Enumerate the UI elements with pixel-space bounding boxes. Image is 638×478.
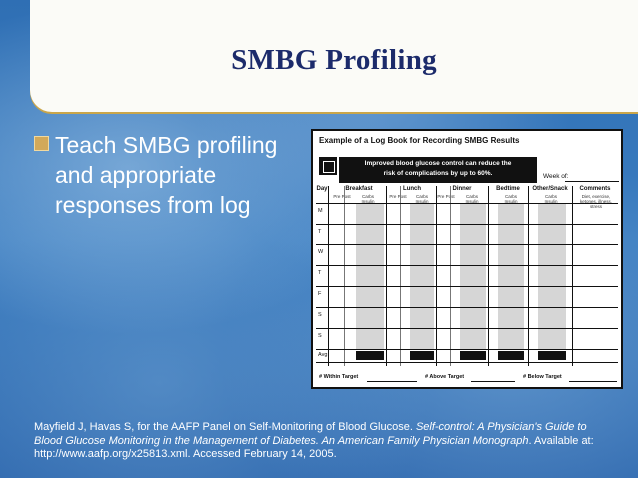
meal-header-bedtime: Bedtime xyxy=(496,186,520,192)
logbook-banner-line1: Improved blood glucose control can reduce the xyxy=(364,160,512,167)
meal-header-breakfast: Breakfast xyxy=(345,186,373,192)
grid-subdivider xyxy=(450,186,451,366)
grid-divider xyxy=(488,186,489,366)
title-banner xyxy=(30,0,638,112)
day-label: S xyxy=(318,312,322,318)
meal-header-lunch: Lunch xyxy=(403,186,421,192)
citation-source: . Available at: http://www.aafp.org/x25813.xml. Accessed February 14, 2005. xyxy=(34,434,594,460)
logbook-image xyxy=(311,129,623,389)
grid-row-line xyxy=(316,362,618,363)
logbook-logo-icon xyxy=(319,157,337,175)
logbook-title: Example of a Log Book for Recording SMBG Results xyxy=(319,136,520,145)
average-cell xyxy=(460,351,486,360)
grid-subdivider xyxy=(400,186,401,366)
footer-line xyxy=(569,381,617,382)
sub-header: Carbs Insulin xyxy=(415,194,429,204)
citation xyxy=(34,421,614,462)
footer-within: # Within Target xyxy=(319,374,359,380)
citation-title: Self-control: A Physician's Guide to Blood Glucose Monitoring in the Management of Diabetes. An American Family Physician Monograph xyxy=(34,421,587,447)
average-cell xyxy=(498,351,524,360)
day-label: Avg xyxy=(318,352,328,358)
grid-row-line xyxy=(316,307,618,308)
day-label: T xyxy=(318,229,322,235)
logbook-banner xyxy=(339,157,537,183)
day-label: M xyxy=(318,208,323,214)
footer-above: # Above Target xyxy=(425,374,465,380)
grid-row-line xyxy=(316,224,618,225)
sub-header: Carbs Insulin xyxy=(504,194,518,204)
sub-header: Carbs Insulin xyxy=(361,194,375,204)
grid-divider xyxy=(436,186,437,366)
grid-divider xyxy=(572,186,573,366)
sub-header: Carbs Insulin xyxy=(465,194,479,204)
footer-line xyxy=(471,381,515,382)
footer-line xyxy=(367,381,417,382)
sub-header: Pre Post xyxy=(437,194,455,199)
grid-row-line xyxy=(316,328,618,329)
grid-row-line xyxy=(316,203,618,204)
citation-authors: Mayfield J, Havas S, for the AAFP Panel on Self-Monitoring of Blood Glucose. xyxy=(34,421,416,433)
week-label: Week of: xyxy=(543,173,569,180)
sub-header: Pre Post xyxy=(333,194,351,199)
bullet-text: Teach SMBG profiling and appropriate responses from log xyxy=(55,132,278,218)
week-line xyxy=(565,181,619,182)
grid-divider xyxy=(328,186,329,366)
footer-below: # Below Target xyxy=(523,374,562,380)
slide-title: SMBG Profiling xyxy=(231,44,437,76)
average-cell xyxy=(410,351,434,360)
sub-header: Pre Post xyxy=(389,194,407,199)
day-label: W xyxy=(318,249,324,255)
day-label: F xyxy=(318,291,322,297)
day-header: Day xyxy=(316,186,328,192)
day-label: S xyxy=(318,333,322,339)
grid-row-line xyxy=(316,349,618,350)
average-cell xyxy=(356,351,384,360)
grid-row-line xyxy=(316,286,618,287)
meal-header-snack: Other/Snack xyxy=(532,186,568,192)
grid-row-line xyxy=(316,265,618,266)
grid-subdivider xyxy=(344,186,345,366)
meal-header-dinner: Dinner xyxy=(452,186,472,192)
grid-row-line xyxy=(316,244,618,245)
sub-header: Carbs Insulin xyxy=(544,194,558,204)
meal-header-comments: Comments xyxy=(579,186,611,192)
logbook-banner-line2: risk of complications by up to 60%. xyxy=(383,170,493,177)
grid-divider xyxy=(386,186,387,366)
average-cell xyxy=(538,351,566,360)
grid-divider xyxy=(528,186,529,366)
day-label: T xyxy=(318,270,322,276)
comments-sub-header: Diet, exercise, ketones, illness, stress xyxy=(579,194,613,209)
logbook-grid xyxy=(316,186,618,366)
bullet-square-icon xyxy=(34,136,49,151)
